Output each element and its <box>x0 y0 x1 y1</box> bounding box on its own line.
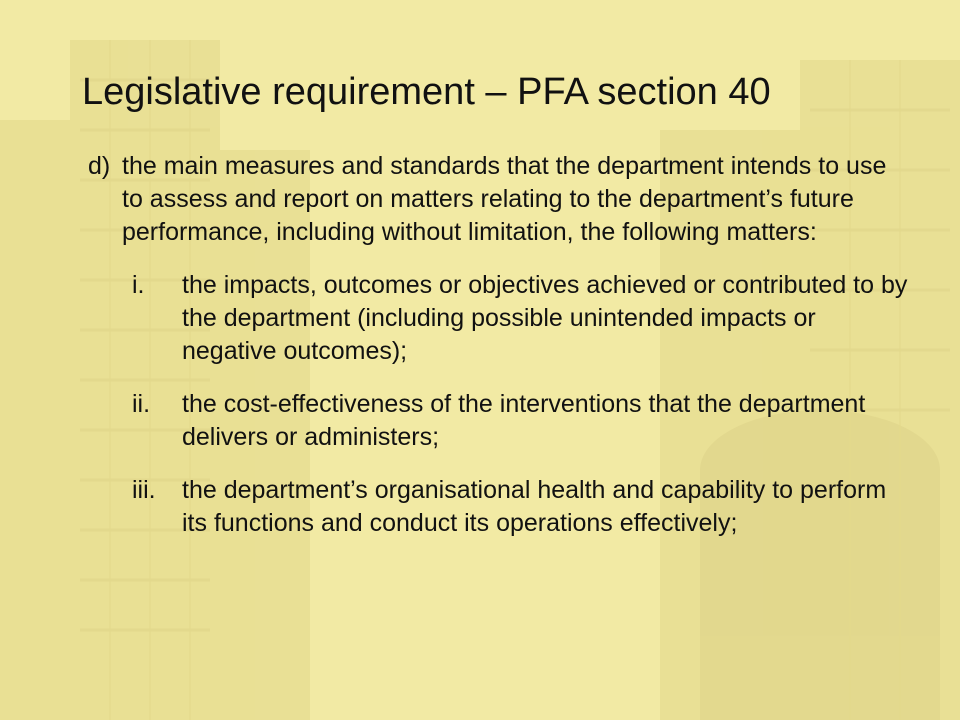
list-item-text: the main measures and standards that the department intends to use to assess and report on matters relating to the department’s future performance, including without limitation, the following matters: <box>122 152 887 246</box>
sub-list-item-text: the department’s organisational health and capability to perform its functions and conduct its operations effectively; <box>182 476 887 537</box>
sub-list-marker: ii. <box>132 390 151 418</box>
sub-list-item-iii <box>88 474 908 540</box>
slide-body <box>88 150 908 560</box>
list-marker: d) <box>88 152 111 180</box>
slide-title: Legislative requirement – PFA section 40 <box>82 71 771 113</box>
sub-list-item-ii <box>88 388 908 454</box>
sub-list <box>88 269 908 540</box>
sub-list-marker: iii. <box>132 476 156 504</box>
list-item-d <box>88 150 908 249</box>
sub-list-item-text: the impacts, outcomes or objectives achieved or contributed to by the department (including possible unintended impacts or negative outcomes); <box>182 271 908 365</box>
sub-list-marker: i. <box>132 271 145 299</box>
sub-list-item-text: the cost-effectiveness of the interventions that the department delivers or administers; <box>182 390 866 451</box>
sub-list-item-i <box>88 269 908 368</box>
